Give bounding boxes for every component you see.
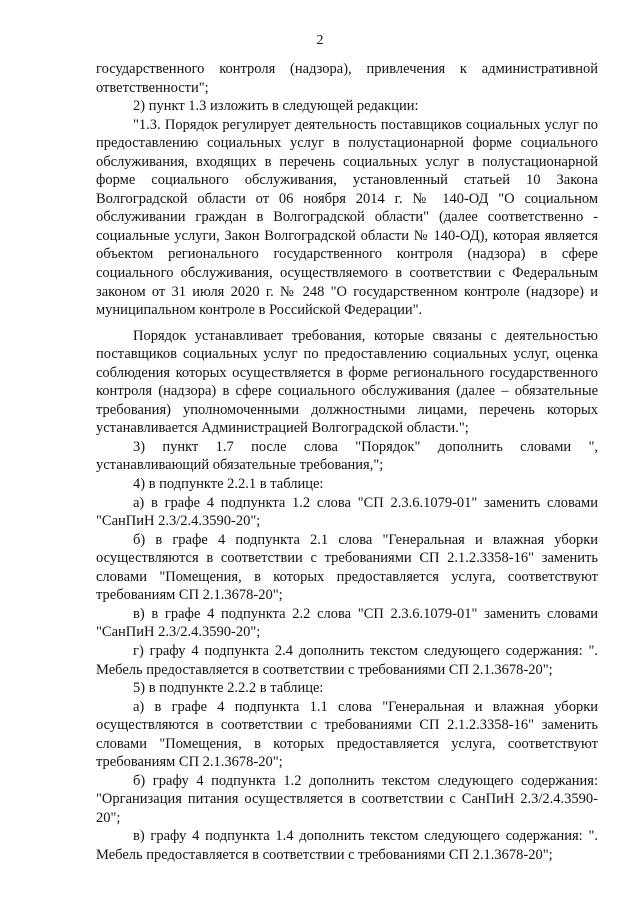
paragraph-item-3: 3) пункт 1.7 после слова "Порядок" дополнить словами ", устанавливающий обязательные требования,"; <box>96 438 598 474</box>
paragraph-item-4: 4) в подпункте 2.2.1 в таблице: <box>133 476 324 493</box>
paragraph-item-2: 2) пункт 1.3 изложить в следующей редакции: <box>133 98 419 115</box>
paragraph-item-5: 5) в подпункте 2.2.2 в таблице: <box>133 680 324 697</box>
paragraph-item-4v: в) в графе 4 подпункта 2.2 слова "СП 2.3.6.1079-01" заменить словами "СанПиН 2.3/2.4.3590-20"; <box>96 605 598 641</box>
paragraph-item-5a: а) в графе 4 подпункта 1.1 слова "Генеральная и влажная уборки осуществляются в соответствии с требованиями СП 2.1.2.3358-16" заменить словами "Помещения, в которых предоставляется услуга, соответствуют требованиям СП 2.1.3678-20"; <box>96 698 598 771</box>
document-body <box>96 60 598 865</box>
paragraph-item-1-3: "1.3. Порядок регулирует деятельность поставщиков социальных услуг по предоставлению социальных услуг в полустационарной форме социального обслуживания, входящих в перечень социальных услуг в полустационарной форме социального обслуживания, установленный статьей 10 Закона Волгоградской области от 06 ноября 2014 г. № 140-ОД "О социальном обслуживании граждан в Волгоградской области" (далее соответственно - социальные услуги, Закон Волгоградской области № 140-ОД), которая является объектом регионального государственного контроля (надзора) в сфере социального обслуживания, осуществляемого в соответствии с Федеральным законом от 31 июля 2020 г. № 248 "О государственном контроле (надзоре) и муниципальном контроле в Российской Федерации". <box>96 116 598 319</box>
paragraph-item-4g: г) графу 4 подпункта 2.4 дополнить текстом следующего содержания: ". Мебель предоставляется в соответствии с требованиями СП 2.1.3678-20"; <box>96 642 598 678</box>
paragraph-item-4b: б) в графе 4 подпункта 2.1 слова "Генеральная и влажная уборки осуществляются в соответствии с требованиями СП 2.1.2.3358-16" заменить словами "Помещения, в которых предоставляется услуга, соответствуют требованиям СП 2.1.3678-20"; <box>96 531 598 604</box>
paragraph-continuation: государственного контроля (надзора), привлечения к административной ответственности"; <box>96 61 598 96</box>
paragraph-item-4a: а) в графе 4 подпункта 1.2 слова "СП 2.3.6.1079-01" заменить словами "СанПиН 2.3/2.4.3590-20"; <box>96 494 598 530</box>
paragraph-item-5v: в) графу 4 подпункта 1.4 дополнить текстом следующего содержания: ". Мебель предоставляется в соответствии с требованиями СП 2.1.3678-20"; <box>96 828 598 863</box>
page-number: 2 <box>316 33 324 48</box>
paragraph-requirements: Порядок устанавливает требования, которые связаны с деятельностью поставщиков социальных услуг по предоставлению социальных услуг, оценка соблюдения которых осуществляется в форме регионального государственного контроля (надзора) в сфере социального обслуживания (далее – обязательные требования) уполномоченными должностными лицами, перечень которых устанавливается Администрацией Волгоградской области."; <box>96 327 598 437</box>
paragraph-item-5b: б) графу 4 подпункта 1.2 дополнить текстом следующего содержания: "Организация питания осуществляется в соответствии с СанПиН 2.3/2.4.3590-20"; <box>96 772 598 826</box>
